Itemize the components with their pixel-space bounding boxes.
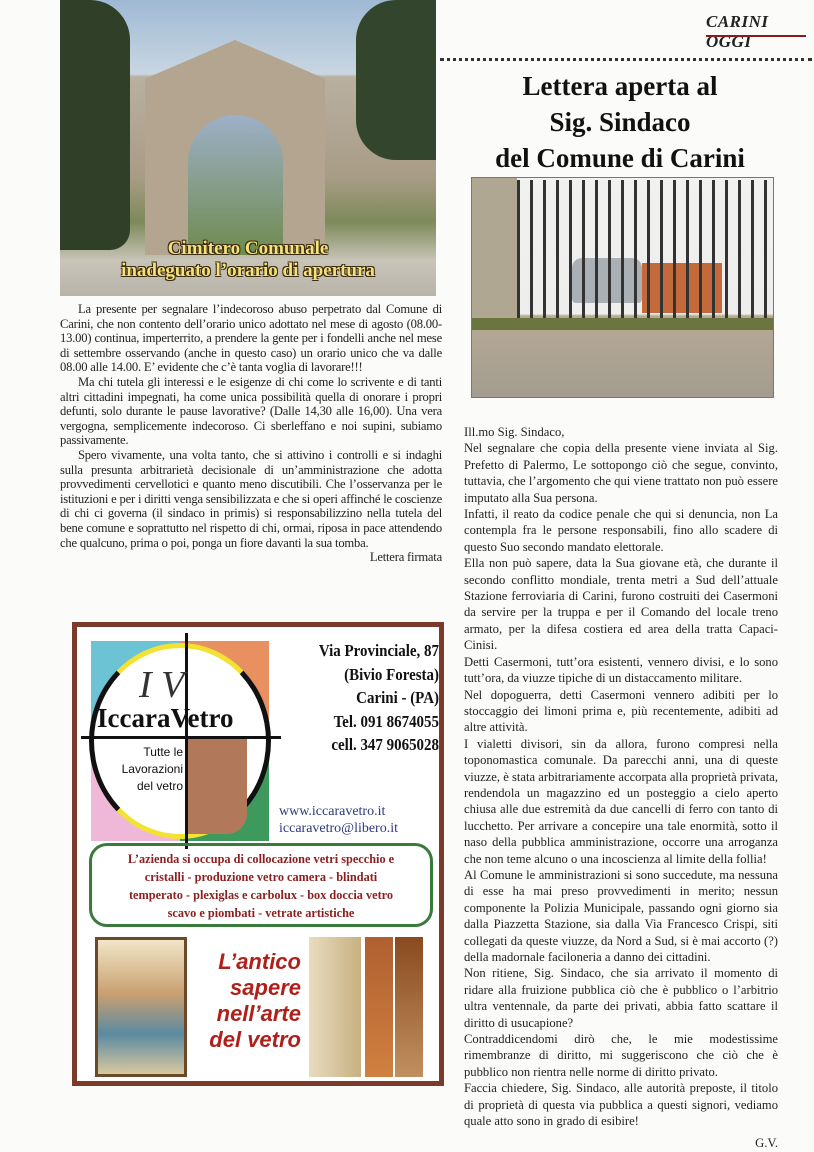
slogan-line: sapere	[230, 975, 301, 1000]
slogan-line: nell’arte	[216, 1001, 301, 1026]
tagline-line: Tutte le	[143, 745, 183, 759]
dotted-divider	[440, 58, 812, 61]
paragraph: Faccia chiedere, Sig. Sindaco, alle autorità preposte, il titolo di proprietà di questa via pubblica a questi signori, vediamo quale atto sono in grado di esibire!	[464, 1081, 778, 1129]
masthead: CARINI OGGI	[706, 12, 769, 51]
glass-door-image	[395, 937, 423, 1077]
paragraph: Al Comune le amministrazioni si sono succedute, ma nessuna di esse ha mai preso provvedimenti in merito; nessun componente la Polizia Municipale, passando ogni giorno sia dalla Piazzetta Stazione, sia dalla Via Francesco Crispi, siti collegati da queste viuzze, da Nord a Sud, si è mai accorto (?) della madornale faciloneria a danno dei cittadini.	[464, 867, 778, 964]
caption-line: inadeguato l’orario di apertura	[121, 260, 375, 281]
logo-tagline	[105, 744, 183, 795]
mobile-phone: cell. 347 9065028	[331, 735, 439, 754]
ad-contacts	[279, 803, 398, 837]
ad-address	[296, 639, 439, 757]
website-link[interactable]: www.iccaravetro.it	[279, 804, 386, 819]
paragraph: Contraddicendomi dirò che, le mie modestissime rimembranze di diritto, mi suggeriscono che ciò che è pubblico non rientra nelle norme di diritto privato.	[464, 1032, 778, 1079]
tree	[356, 0, 436, 160]
title-line: Lettera aperta al	[522, 71, 718, 101]
cemetery-photo	[60, 0, 436, 296]
services-line: temperato - plexiglas e carbolux - box doccia vetro	[128, 888, 394, 902]
open-letter-body	[464, 424, 778, 1152]
paragraph: La presente per segnalare l’indecoroso abuso perpetrato dal Comune di Carini, che non contento dell’orario unico adottato nel mese di agosto (08.00-13.00) continua, imperterrito, a prendere la gente per i fondelli anche nel mese di settembre osservando (anche in questo caso) un orario unico che va dalle 08.00 alle 14.00. E’ evidente che c’è tanta voglia di lavorare!!!	[60, 302, 442, 375]
paragraph: Non ritiene, Sig. Sindaco, che sia arrivato il momento di ridare alla fruizione pubblica ciò che è pubblico o l’arbitrio ultra ventennale, da parte dei privati, abbia fatto scattare il diritto di usucapione?	[464, 966, 778, 1030]
grass	[472, 318, 773, 330]
address-line: (Bivio Foresta)	[344, 664, 439, 684]
slogan-line: L’antico	[218, 949, 301, 974]
paragraph: Nel segnalare che copia della presente viene inviata al Sig. Prefetto di Palermo, Le sottopongo ciò che segue, convinto, tuttavia, che l’argomento che qui viene trattato non può essere imputato alla Sua persona.	[464, 441, 778, 505]
iccaravetro-logo	[91, 641, 269, 841]
iron-gate	[517, 180, 767, 318]
caption-line: Cimitero Comunale	[167, 238, 329, 259]
photo-caption	[60, 238, 436, 282]
signature: Lettera firmata	[369, 550, 442, 565]
tagline-line: del vetro	[136, 779, 183, 793]
masthead-underline	[706, 35, 806, 37]
glass-door-image	[365, 937, 393, 1077]
cemetery-article-body	[60, 302, 442, 565]
stained-glass-image	[95, 937, 187, 1077]
gated-street-photo	[471, 177, 774, 398]
slogan-line: del vetro	[209, 1027, 301, 1052]
paragraph: Ma chi tutela gli interessi e le esigenze di chi come lo scrivente e di tanti altri cittadini impegnati, ha come unica possibilità quella di onorare i propri defunti, solo durante le pause lavorative? (Dalle 14,30 alle 16,00). Una vera vergogna, semplicemente indecoroso. Ci sberleffano e noi supini, subiamo passivamente.	[60, 374, 442, 448]
wall	[472, 178, 517, 328]
logo-crosshair	[185, 633, 188, 849]
logo-initials: I V	[139, 664, 185, 706]
paragraph: Ill.mo Sig. Sindaco,	[464, 425, 565, 439]
address-line: Carini - (PA)	[356, 688, 439, 707]
services-line: cristalli - produzione vetro camera - blindati	[144, 870, 378, 884]
services-line: scavo e piombati - vetrate artistiche	[167, 906, 355, 920]
glass-door-image	[309, 937, 361, 1077]
tagline-line: Lavorazioni	[121, 762, 183, 776]
logo-name: IccaraVetro	[97, 703, 234, 733]
signature: G.V.	[755, 1136, 778, 1151]
title-line: Sig. Sindaco	[549, 107, 691, 137]
ad-services-box	[89, 843, 433, 927]
address-line: Via Provinciale, 87	[318, 641, 439, 660]
logo-crosshair	[81, 736, 281, 739]
castle-tower-image	[187, 739, 247, 834]
article-title	[455, 68, 785, 176]
title-line: del Comune di Carini	[495, 143, 745, 173]
paragraph: Detti Casermoni, tutt’ora esistenti, vennero divisi, e lo sono tutt’ora, da viuzze tipiche di un distaccamento militare.	[464, 654, 778, 686]
iccaravetro-advertisement	[72, 622, 444, 1086]
paragraph: I vialetti divisori, sin da allora, furono compresi nella toponomastica comunale. Da parecchi anni, una di queste viuzze, è stata arbitrariamente accorpata alla proprietà privata, rendendola un magazzino ed un posteggio a cielo aperto chiusa alle due estremità da due cancelli di ferro con tanto di lucchetto. Per arrivare a concepire una tale enormità, sotto il naso della pubblica amministrazione, occorre una arroganza che non teme alcuno o una incoscienza al limite della follia!	[464, 736, 778, 866]
paragraph: Spero vivamente, una volta tanto, che si attivino i controlli e si indaghi sulla presunta arbitrarietà decisionale di un’amministrazione che adotta provvedimenti cervellotici e quanto meno discutibili. Che l’osservanza per le istituzioni e per i diritti venga sensibilizzata e che si operi affinché le coscienze di chi ci governa (il sindaco in primis) si responsabilizzino nella tutela del bene comune e soprattutto nel rispetto di chi, ormai, riposa in pace attendendo che qualcuno, prima o poi, ponga un fiore davanti la sua tomba.	[60, 447, 442, 550]
paragraph: Nel dopoguerra, detti Casermoni vennero adibiti per lo stoccaggio dei limoni prima e, più recentemente, adibiti ad altre attività.	[464, 687, 778, 735]
services-line: L’azienda si occupa di collocazione vetri specchio e	[127, 852, 395, 866]
paragraph: Ella non può sapere, data la Sua giovane età, che durante il secondo conflitto mondiale, trenta metri a Sud dell’attuale Stazione ferroviaria di Carini, furono costruiti dei Casermoni da servire per la truppa e per il Comando del locale treno armato, per la difesa costiera ed area della tratta Capaci-Cinisi.	[464, 556, 778, 653]
tree	[60, 0, 130, 250]
phone: Tel. 091 8674055	[333, 711, 439, 731]
email-link[interactable]: iccaravetro@libero.it	[279, 821, 398, 836]
gate-opening	[188, 115, 283, 255]
paragraph: Infatti, il reato da codice penale che qui si denuncia, non La contempla fra le persone responsabili, fino allo scadere di questo Suo secondo mandato elettorale.	[464, 507, 778, 554]
ad-slogan	[197, 949, 301, 1053]
